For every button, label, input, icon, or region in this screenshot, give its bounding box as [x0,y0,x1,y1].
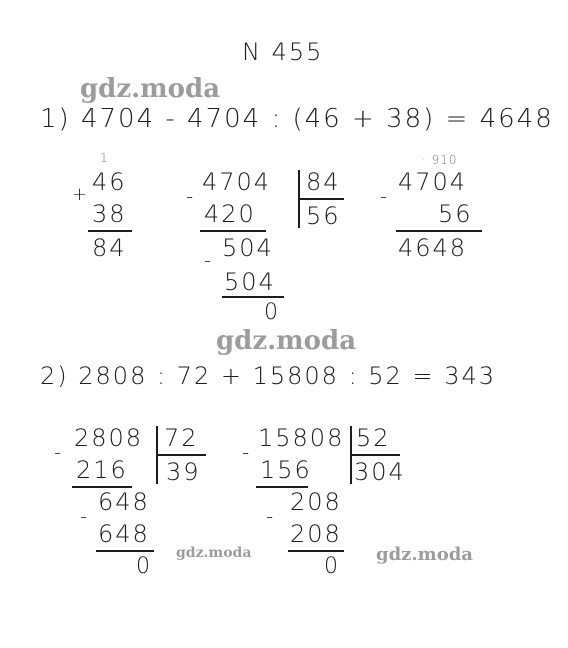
remainder-final: 0 [264,300,280,325]
sum-line [88,230,132,232]
subtrahend-1: 156 [260,456,312,484]
difference: 4648 [398,234,468,262]
minus-sign-2: - [80,504,90,528]
dividend: 4704 [202,168,272,196]
divisor: 52 [356,424,391,452]
addend-a: 46 [92,168,127,196]
subtrahend-2: 648 [98,520,150,548]
remainder-final: 0 [324,554,340,579]
divisor: 72 [164,424,199,452]
exercise-number: N 455 [242,38,324,66]
step-line-1 [200,230,266,232]
subtrahend-1: 216 [76,456,128,484]
minus-sign-2: - [204,248,214,272]
minus-sign: - [54,440,64,464]
dividend: 2808 [74,424,144,452]
remainder-1: 648 [98,488,150,516]
subtrahend: 56 [438,200,473,228]
quotient: 304 [354,458,406,486]
equation-2: 2) 2808 : 72 + 15808 : 52 = 343 [40,362,496,390]
watermark: gdz.moda [80,74,221,104]
minus-sign: - [242,440,252,464]
carry-digit: 1 [100,151,109,165]
step-line-2 [96,550,154,552]
step-line-2 [288,550,344,552]
remainder-final: 0 [136,554,152,579]
watermark: gdz.moda [376,544,473,565]
quotient: 39 [166,458,201,486]
plus-sign: + [72,184,90,205]
remainder-1: 504 [222,234,274,262]
quotient: 56 [306,202,341,230]
step-line-2 [222,296,284,298]
subtrahend-2: 208 [290,520,342,548]
sum-result: 84 [92,234,127,262]
minus-sign: - [380,184,390,208]
remainder-1: 208 [290,488,342,516]
quotient-line [350,454,400,456]
quotient-line [156,454,206,456]
minus-sign: - [186,184,196,208]
divisor: 84 [306,168,341,196]
minus-sign-2: - [266,504,276,528]
difference-line [396,230,482,232]
addend-b: 38 [92,200,127,228]
equation-1: 1) 4704 - 4704 : (46 + 38) = 4648 [40,104,554,134]
minuend: 4704 [398,168,468,196]
quotient-line [298,198,344,200]
subtrahend-2: 504 [224,268,276,296]
watermark: gdz.moda [216,326,357,356]
watermark: gdz.moda [176,545,252,561]
subtrahend-1: 420 [204,200,256,228]
dividend: 15808 [258,424,345,452]
borrow-marks: · 910 [422,153,458,167]
